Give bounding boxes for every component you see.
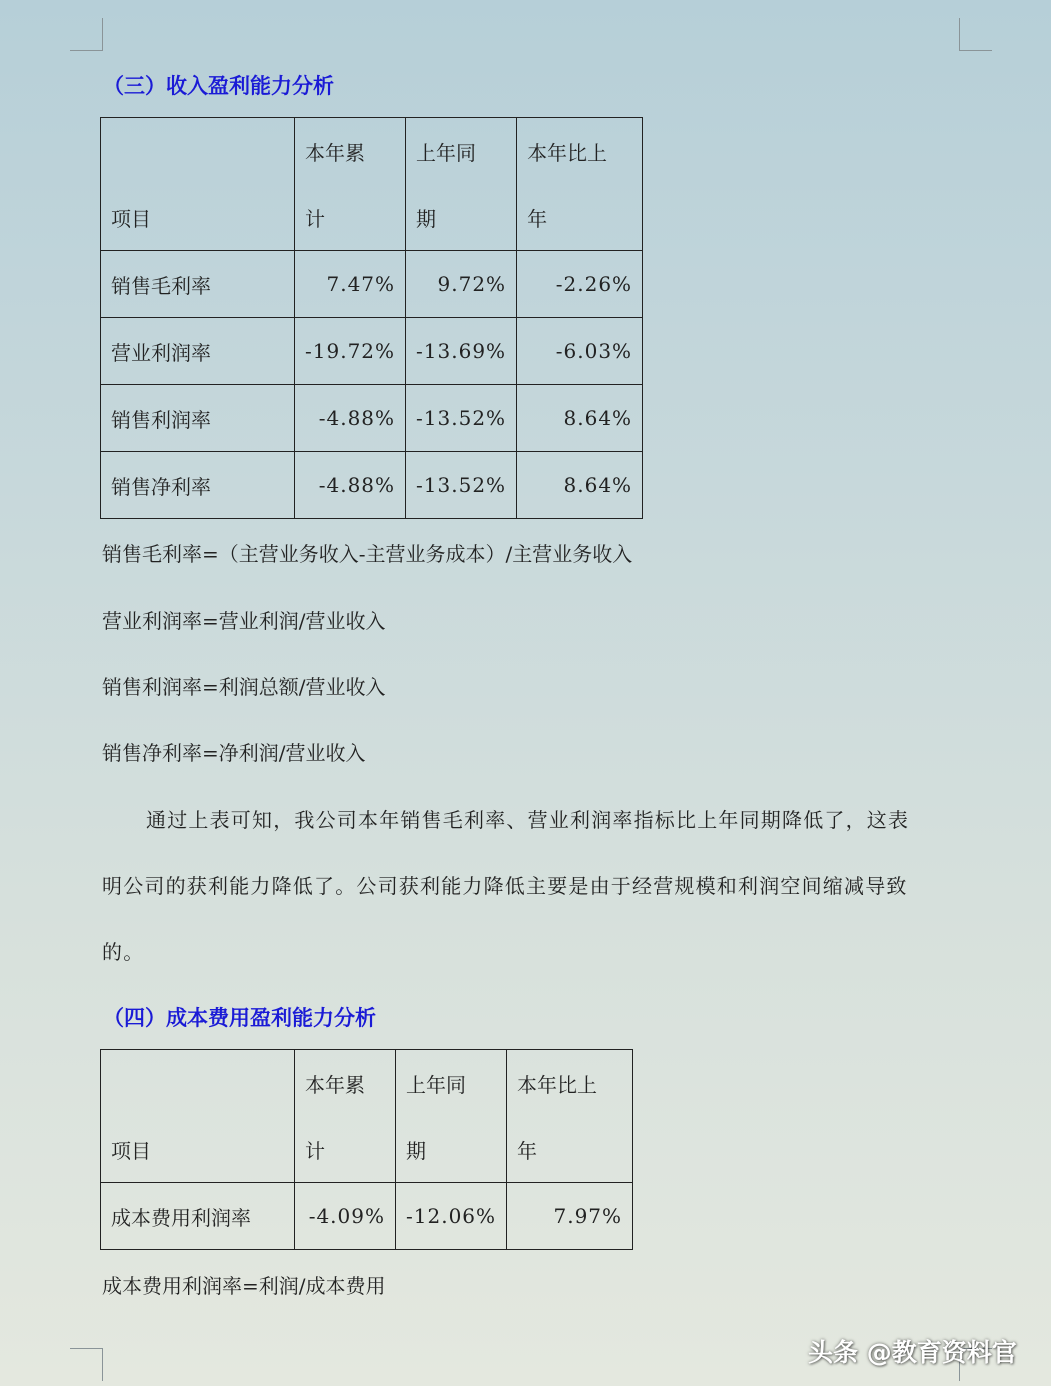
watermark: 头条 @教育资料官 xyxy=(808,1338,1017,1367)
current-value: -4.09% xyxy=(295,1183,396,1250)
header-cell-current: 本年累 计 xyxy=(295,118,406,251)
row-label: 销售毛利率 xyxy=(101,251,295,318)
analysis-paragraph-line3: 的。 xyxy=(102,940,145,964)
prior-value: -13.52% xyxy=(406,452,517,519)
header-cell-item: 项目 xyxy=(101,118,295,251)
crop-mark-bottom-left xyxy=(70,1348,103,1381)
analysis-paragraph-line1: 通过上表可知，我公司本年销售毛利率、营业利润率指标比上年同期降低了，这表 xyxy=(146,808,910,832)
section4-heading: （四）成本费用盈利能力分析 xyxy=(103,1005,376,1030)
header-cell-item: 项目 xyxy=(101,1050,295,1183)
change-value: -6.03% xyxy=(517,318,643,385)
table-row xyxy=(101,251,643,318)
prior-value: -13.52% xyxy=(406,385,517,452)
crop-mark-top-left xyxy=(70,18,103,51)
formula-gross-margin: 销售毛利率=（主营业务收入-主营业务成本）/主营业务收入 xyxy=(102,542,633,566)
section3-heading: （三）收入盈利能力分析 xyxy=(103,73,334,98)
income-profitability-table xyxy=(100,117,643,519)
current-value: -19.72% xyxy=(295,318,406,385)
current-value: 7.47% xyxy=(295,251,406,318)
formula-cost-expense-margin: 成本费用利润率=利润/成本费用 xyxy=(102,1274,386,1298)
change-value: 8.64% xyxy=(517,385,643,452)
formula-net-margin: 销售净利率=净利润/营业收入 xyxy=(102,741,366,765)
analysis-paragraph-line2: 明公司的获利能力降低了。公司获利能力降低主要是由于经营规模和利润空间缩减导致 xyxy=(102,874,908,898)
table-header-row xyxy=(101,118,643,251)
header-cell-current: 本年累 计 xyxy=(295,1050,396,1183)
header-cell-prior: 上年同 期 xyxy=(396,1050,507,1183)
table-row xyxy=(101,385,643,452)
crop-mark-top-right xyxy=(959,18,992,51)
table-row xyxy=(101,318,643,385)
row-label: 营业利润率 xyxy=(101,318,295,385)
header-cell-prior: 上年同 期 xyxy=(406,118,517,251)
current-value: -4.88% xyxy=(295,452,406,519)
table-header-row xyxy=(101,1050,633,1183)
change-value: -2.26% xyxy=(517,251,643,318)
change-value: 8.64% xyxy=(517,452,643,519)
row-label: 销售净利率 xyxy=(101,452,295,519)
row-label: 成本费用利润率 xyxy=(101,1183,295,1250)
cost-profitability-table xyxy=(100,1049,633,1250)
table-row xyxy=(101,452,643,519)
change-value: 7.97% xyxy=(507,1183,633,1250)
prior-value: -13.69% xyxy=(406,318,517,385)
formula-sales-profit-margin: 销售利润率=利润总额/营业收入 xyxy=(102,675,386,699)
header-cell-change: 本年比上 年 xyxy=(517,118,643,251)
prior-value: 9.72% xyxy=(406,251,517,318)
formula-operating-margin: 营业利润率=营业利润/营业收入 xyxy=(102,609,386,633)
prior-value: -12.06% xyxy=(396,1183,507,1250)
table-row xyxy=(101,1183,633,1250)
header-cell-change: 本年比上 年 xyxy=(507,1050,633,1183)
row-label: 销售利润率 xyxy=(101,385,295,452)
current-value: -4.88% xyxy=(295,385,406,452)
